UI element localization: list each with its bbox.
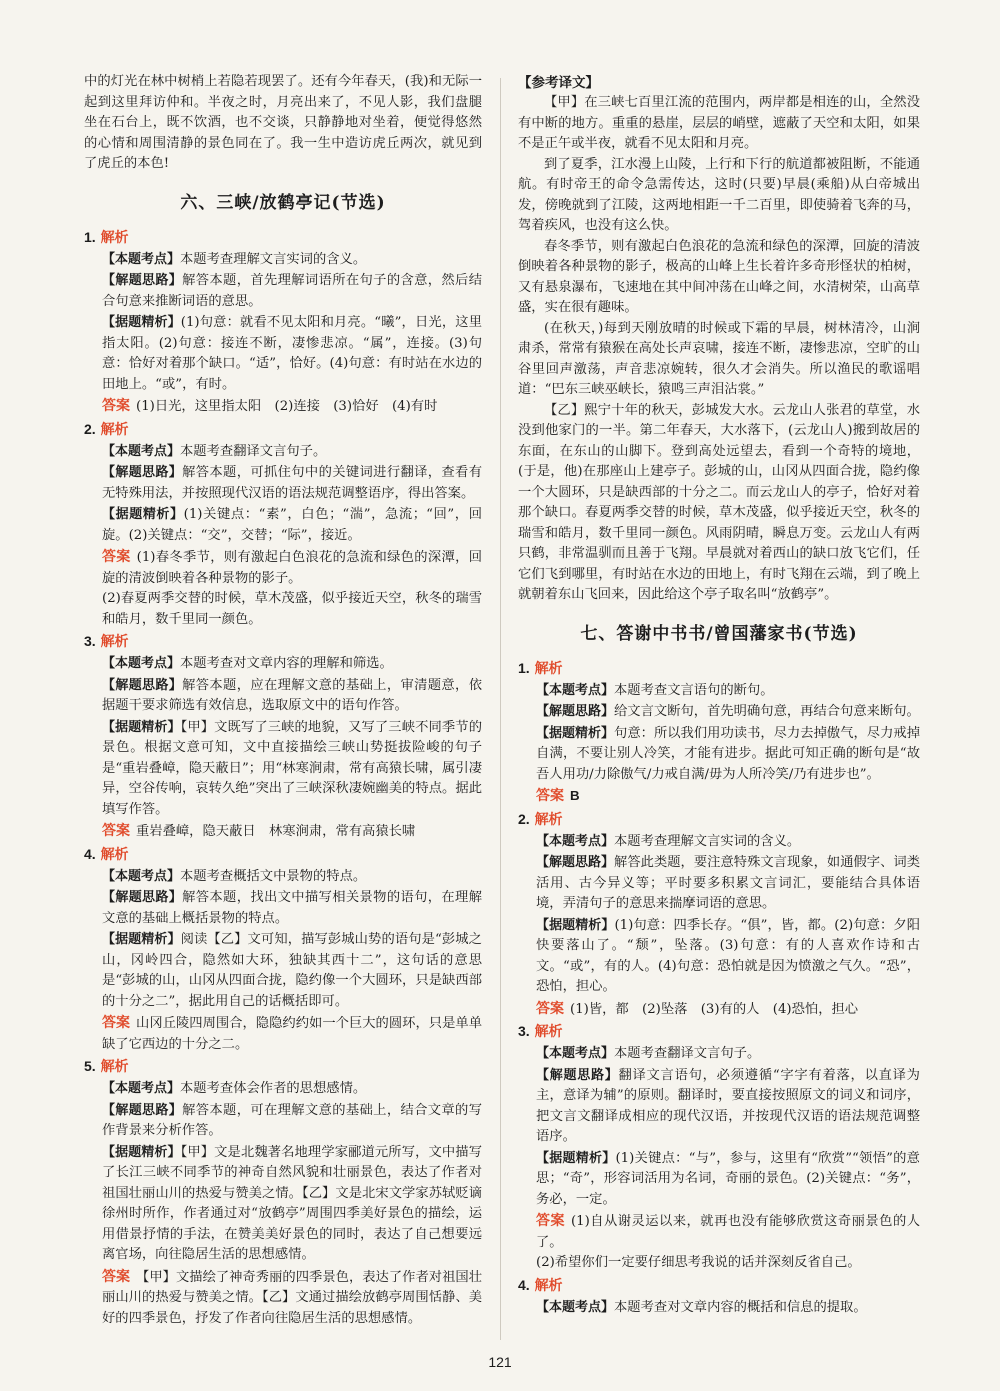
kaodian-label: 【本题考点】: [536, 832, 615, 848]
kaodian-block: [518, 1043, 920, 1065]
silu-label: 【解题思路】: [536, 703, 615, 718]
question-header: [84, 844, 482, 866]
silu-block: [84, 462, 482, 504]
kaodian-text: 本题考查对文章内容的概括和信息的提取。: [614, 1299, 867, 1315]
kaodian-block: [84, 653, 482, 675]
section-heading-7: 七、答谢中书书/曾国藩家书(节选): [580, 623, 858, 644]
section-heading-6: 六、三峡/放鹤亭记(节选): [180, 192, 386, 213]
silu-text: 翻译文言语句，必须遵循“字字有着落，以直译为主，意译为辅”的原则。翻译时，要直接按照原文的词义和词序，把文言文翻译成相应的现代汉语，并按现代汉语的语法规范调整语序。: [536, 1067, 920, 1144]
answer-text: (1)皆，都 (2)坠落 (3)有的人 (4)恐怕，担心: [570, 1001, 859, 1017]
answer-label: 答案: [536, 1212, 565, 1228]
jingxi-text: (1)关键点：“与”，参与，这里有“欣赏”“领悟”的意思；“奇”，形容词活用为名词，奇丽的景色。(2)关键点：“务”，务必，一定。: [536, 1150, 920, 1207]
jingxi-block: [84, 504, 482, 546]
question-number: 1.: [84, 228, 96, 245]
analysis-title: 解析: [100, 420, 129, 437]
analysis-title: 解析: [100, 845, 129, 862]
answer-text: B: [570, 788, 580, 803]
question-5: [84, 1056, 482, 1329]
answer-label: 答案: [536, 787, 564, 803]
question-number: 2.: [518, 810, 530, 827]
answer-text-2: (2)希望你们一定要仔细思考我说的话并深刻反省自己。: [536, 1255, 861, 1270]
silu-text: 解答本题，首先理解词语所在句子的含意，然后结合句意来推断词语的意思。: [102, 273, 482, 309]
question-header: [84, 419, 482, 441]
kaodian-label: 【本题考点】: [102, 867, 181, 883]
jingxi-block: [84, 929, 482, 1012]
answer-label: 答案: [102, 822, 130, 838]
kaodian-label: 【本题考点】: [102, 250, 181, 266]
jingxi-text: (1)句意：就看不见太阳和月亮。“曦”，日光，这里指太阳。(2)句意：接连不断，凄惨悲凉。“属”，连接。(3)句意：恰好对着那个缺口。“适”，恰好。(4)句意：有时站在水边的田地上。“或”，有时。: [102, 315, 482, 392]
question-header: [84, 631, 482, 653]
analysis-title: 解析: [534, 1023, 563, 1039]
silu-block: [84, 1100, 482, 1142]
kaodian-label: 【本题考点】: [536, 681, 615, 697]
kaodian-text: 本题考查翻译文言句子。: [180, 443, 327, 459]
jingxi-block: [84, 1142, 482, 1266]
kaodian-block: [84, 249, 482, 271]
question-3: [84, 631, 482, 843]
answer-block: [84, 395, 482, 418]
question-1: [518, 658, 920, 808]
silu-label: 【解题思路】: [102, 676, 183, 692]
silu-block: [84, 887, 482, 929]
kaodian-text: 本题考查翻译文言句子。: [614, 1046, 761, 1061]
question-number: 3.: [84, 633, 96, 649]
kaodian-block: [518, 1297, 920, 1319]
silu-label: 【解题思路】: [102, 464, 183, 479]
silu-text: 解答此类题，要注意特殊文言现象，如通假字、词类活用、古今异义等；平时要多积累文言词汇，要能结合具体语境，弄清句子的意思来揣摩词语的意思。: [536, 855, 920, 911]
kaodian-block: [84, 441, 482, 463]
page-number: 121: [488, 1354, 512, 1370]
question-1: [84, 227, 482, 418]
reference-paragraph: 【乙】熙宁十年的秋天，彭城发大水。云龙山人张君的草堂，水没到他家门的一半。第二年春天，大水落下，(云龙山人)搬到故居的东面，在东山的山脚下。登到高处远望去，看到一个奇特的境地，(于是，他)在那座山上建亭子。彭城的山，山冈从四面合拢，隐约像一个大圆环，只是缺西部的十分之二。而云龙山人的亭子，恰好对着那个缺口。春夏两季交替的时候，草木茂盛，似乎接近天空，秋冬的瑞雪和皓月，数千里同一颜色。风雨阴晴，瞬息万变。云龙山人有两只鹤，非常温驯而且善于飞翔。早晨就对着西山的缺口放飞它们，任它们飞到哪里，有时站在水边的田地上，有时飞翔在云端，到了晚上就朝着东山飞回来，因此给这个亭子取名叫“放鹤亭”。: [518, 402, 920, 602]
kaodian-text: 本题考查理解文言实词的含义。: [614, 833, 801, 849]
question-number: 2.: [84, 420, 96, 437]
jingxi-text: 【甲】文既写了三峡的地貌，又写了三峡不同季节的景色。根据文意可知，文中直接描绘三峡山势挺拔险峻的句子是“重岩叠嶂，隐天蔽日”；用“林寒涧肃，常有高猿长啸，属引凄异，空谷传响，哀转久绝”突出了三峡深秋凄婉幽美的特点。据此填写作答。: [102, 719, 482, 817]
question-3: [518, 1021, 920, 1274]
jingxi-text: (1)句意：四季长存。“俱”，皆，都。(2)句意：夕阳快要落山了。“颓”，坠落。(3)句意：有的人喜欢作诗和古文。“或”，有的人。(4)句意：恐怕就是因为愤激之气久。“恐”，恐怕，担心。: [536, 917, 920, 994]
kaodian-text: 本题考查概括文中景物的特点。: [180, 868, 367, 884]
question-header: [84, 1056, 482, 1078]
kaodian-label: 【本题考点】: [102, 655, 181, 670]
answer-block: [518, 1210, 920, 1274]
question-header: [84, 227, 482, 249]
silu-label: 【解题思路】: [102, 1101, 183, 1117]
answer-label: 答案: [102, 548, 131, 564]
kaodian-block: [84, 866, 482, 888]
column-divider: [500, 78, 501, 1340]
silu-label: 【解题思路】: [102, 272, 183, 287]
jingxi-label: 【据题精析】: [536, 724, 615, 740]
kaodian-text: 本题考查体会作者的思想感情。: [180, 1081, 367, 1096]
kaodian-block: [518, 680, 920, 702]
question-number: 4.: [84, 845, 96, 862]
silu-block: [84, 675, 482, 717]
jingxi-text: 阅读【乙】文可知，描写彭城山势的语句是“彭城之山，冈岭四合，隐然如大环，独缺其西十二”，这句话的意思是“彭城的山，山冈从四面合拢，隐约像一个大圆环，只是缺西部的十分之二”，据此用自己的话概括即可。: [102, 932, 482, 1009]
silu-block: [518, 852, 920, 915]
analysis-title: 解析: [534, 659, 563, 676]
jingxi-block: [518, 723, 920, 786]
jingxi-block: [84, 312, 482, 395]
reference-translation: [518, 72, 920, 606]
answer-text: 重岩叠嶂，隐天蔽日 林寒涧肃，常有高猿长啸: [136, 824, 416, 839]
answer-text: 山冈丘陵四周围合，隐隐约约如一个巨大的圆环，只是单单缺了它西边的十分之二。: [102, 1016, 483, 1052]
question-header: [518, 658, 920, 680]
jingxi-block: [84, 717, 482, 821]
kaodian-label: 【本题考点】: [536, 1045, 615, 1060]
silu-block: [518, 1065, 920, 1148]
left-column: [84, 72, 482, 1329]
question-number: 4.: [518, 1276, 530, 1293]
answer-text-2: (2)春夏两季交替的时候，草木茂盛，似乎接近天空，秋冬的瑞雪和皓月，数千里同一颜色。: [102, 591, 482, 627]
analysis-title: 解析: [534, 810, 563, 827]
intro-text-block: [84, 72, 482, 175]
jingxi-label: 【据题精析】: [536, 1149, 616, 1165]
jingxi-label: 【据题精析】: [102, 1143, 181, 1159]
analysis-title: 解析: [534, 1276, 563, 1293]
answer-text: (1)春冬季节，则有激起白色浪花的急流和绿色的深潭，回旋的清波倒映着各种景物的影子。: [102, 550, 482, 586]
question-4: [518, 1275, 920, 1319]
silu-block: [518, 701, 920, 723]
reference-title: 【参考译文】: [518, 75, 599, 90]
jingxi-text: 句意：所以我们用功读书，尽力去掉傲气，尽力戒掉自满，不要让别人冷笑，才能有进步。据此可知正确的断句是“故吾人用功/力除傲气/力戒自满/毋为人所冷笑/乃有进步也”。: [536, 725, 920, 782]
silu-label: 【解题思路】: [102, 889, 183, 904]
jingxi-label: 【据题精析】: [102, 931, 181, 946]
analysis-title: 解析: [100, 1058, 129, 1074]
question-number: 3.: [518, 1023, 530, 1039]
question-number: 5.: [84, 1058, 96, 1074]
question-2: [84, 419, 482, 631]
silu-text: 解答本题，应在理解文意的基础上，审清题意，依据题干要求筛选有效信息，选取原文中的语句作答。: [102, 677, 482, 713]
silu-text: 解答本题，可抓住句中的关键词进行翻译，查看有无特殊用法，并按照现代汉语的语法规范调整语序，得出答案。: [102, 465, 482, 501]
right-column: [518, 72, 920, 1318]
kaodian-label: 【本题考点】: [536, 1298, 615, 1314]
answer-text: 【甲】文描绘了神奇秀丽的四季景色，表达了作者对祖国壮丽山川的热爱与赞美之情。【乙】文通过描绘放鹤亭周围恬静、美好的四季景色，抒发了作者向往隐居生活的思想感情。: [102, 1269, 483, 1326]
answer-block: [84, 820, 482, 843]
question-2: [518, 809, 920, 1021]
jingxi-label: 【据题精析】: [102, 314, 181, 329]
reference-paragraph: 【甲】在三峡七百里江流的范围内，两岸都是相连的山，全然没有中断的地方。重重的悬崖，层层的峭壁，遮蔽了天空和太阳，如果不是正午或半夜，就看不见太阳和月亮。: [518, 95, 920, 151]
kaodian-text: 本题考查理解文言实词的含义。: [180, 251, 367, 267]
jingxi-block: [518, 915, 920, 998]
answer-block: [84, 546, 482, 630]
answer-block: [518, 998, 920, 1021]
question-header: [518, 809, 920, 831]
answer-text: (1)日光，这里指太阳 (2)连接 (3)恰好 (4)有时: [136, 399, 438, 414]
silu-label: 【解题思路】: [536, 854, 615, 869]
answer-text: (1)自从谢灵运以来，就再也没有能够欣赏这奇丽景色的人了。: [536, 1214, 921, 1250]
jingxi-text: (1)关键点：“素”，白色；“湍”，急流；“回”，回旋。(2)关键点：“交”，交替；“际”，接近。: [102, 507, 482, 543]
answer-label: 答案: [536, 999, 564, 1016]
question-number: 1.: [518, 659, 530, 676]
jingxi-label: 【据题精析】: [102, 718, 181, 734]
reference-paragraph: (在秋天，)每到天刚放晴的时候或下霜的早晨，树林清冷，山涧肃杀，常常有猿猴在高处长声哀啸，接连不断，凄惨悲凉，空旷的山谷里回声激荡，声音悲凉婉转，很久才会消失。所以渔民的歌谣唱道：“巴东三峡巫峡长，猿鸣三声泪沾裳。”: [518, 320, 920, 397]
kaodian-block: [518, 831, 920, 853]
reference-paragraph: 春冬季节，则有激起白色浪花的急流和绿色的深潭，回旋的清波倒映着各种景物的影子，极高的山峰上生长着许多奇形怪状的柏树，又有悬泉瀑布，飞速地在其中间冲荡在山峰之间，水清树荣，山高草盛，实在很有趣味。: [518, 238, 920, 315]
silu-text: 解答本题，找出文中描写相关景物的语句，在理解文意的基础上概括景物的特点。: [102, 890, 482, 926]
jingxi-label: 【据题精析】: [102, 506, 184, 521]
silu-text: 解答本题，可在理解文意的基础上，结合文章的写作背景来分析作答。: [102, 1102, 482, 1138]
kaodian-block: [84, 1078, 482, 1100]
analysis-title: 解析: [100, 228, 129, 245]
jingxi-block: [518, 1148, 920, 1211]
silu-label: 【解题思路】: [536, 1066, 619, 1082]
answer-label: 答案: [102, 1267, 131, 1284]
answer-label: 答案: [102, 1014, 131, 1030]
kaodian-label: 【本题考点】: [102, 442, 181, 458]
silu-block: [84, 270, 482, 312]
kaodian-label: 【本题考点】: [102, 1080, 181, 1095]
analysis-title: 解析: [100, 633, 129, 649]
question-header: [518, 1275, 920, 1297]
jingxi-label: 【据题精析】: [536, 916, 615, 932]
question-4: [84, 844, 482, 1056]
question-header: [518, 1021, 920, 1043]
kaodian-text: 本题考查文言语句的断句。: [614, 682, 774, 698]
answer-block: [84, 1266, 482, 1330]
silu-text: 给文言文断句，首先明确句意，再结合句意来断句。: [614, 704, 920, 719]
kaodian-text: 本题考查对文章内容的理解和筛选。: [180, 656, 393, 671]
jingxi-text: 【甲】文是北魏著名地理学家郦道元所写，文中描写了长江三峡不同季节的神奇自然风貌和壮丽景色，表达了作者对祖国壮丽山川的热爱与赞美之情。【乙】文是北宋文学家苏轼贬谪徐州时所作，作者通过对“放鹤亭”周围四季美好景色的描绘，运用借景抒情的手法，在赞美美好景色的同时，表达了自己想要远离官场，向往隐居生活的思想感情。: [102, 1144, 482, 1262]
answer-block: [84, 1012, 482, 1055]
reference-paragraph: 到了夏季，江水漫上山陵，上行和下行的航道都被阻断，不能通航。有时帝王的命令急需传达，这时(只要)早晨(乘船)从白帝城出发，傍晚就到了江陵，这两地相距一千二百里，即使骑着飞奔的马，驾着疾风，也没有这么快。: [518, 156, 920, 233]
answer-label: 答案: [102, 397, 130, 413]
intro-paragraph: 中的灯光在林中树梢上若隐若现罢了。还有今年春天，(我)和无际一起到这里拜访仲和。半夜之时，月亮出来了，不见人影，我们盘腿坐在石台上，既不饮酒，也不交谈，只静静地对坐着，便觉得悠然的心情和周围清静的景色同在了。我一生中造访虎丘两次，就见到了虎丘的本色!: [84, 74, 482, 171]
answer-block: [518, 785, 920, 808]
